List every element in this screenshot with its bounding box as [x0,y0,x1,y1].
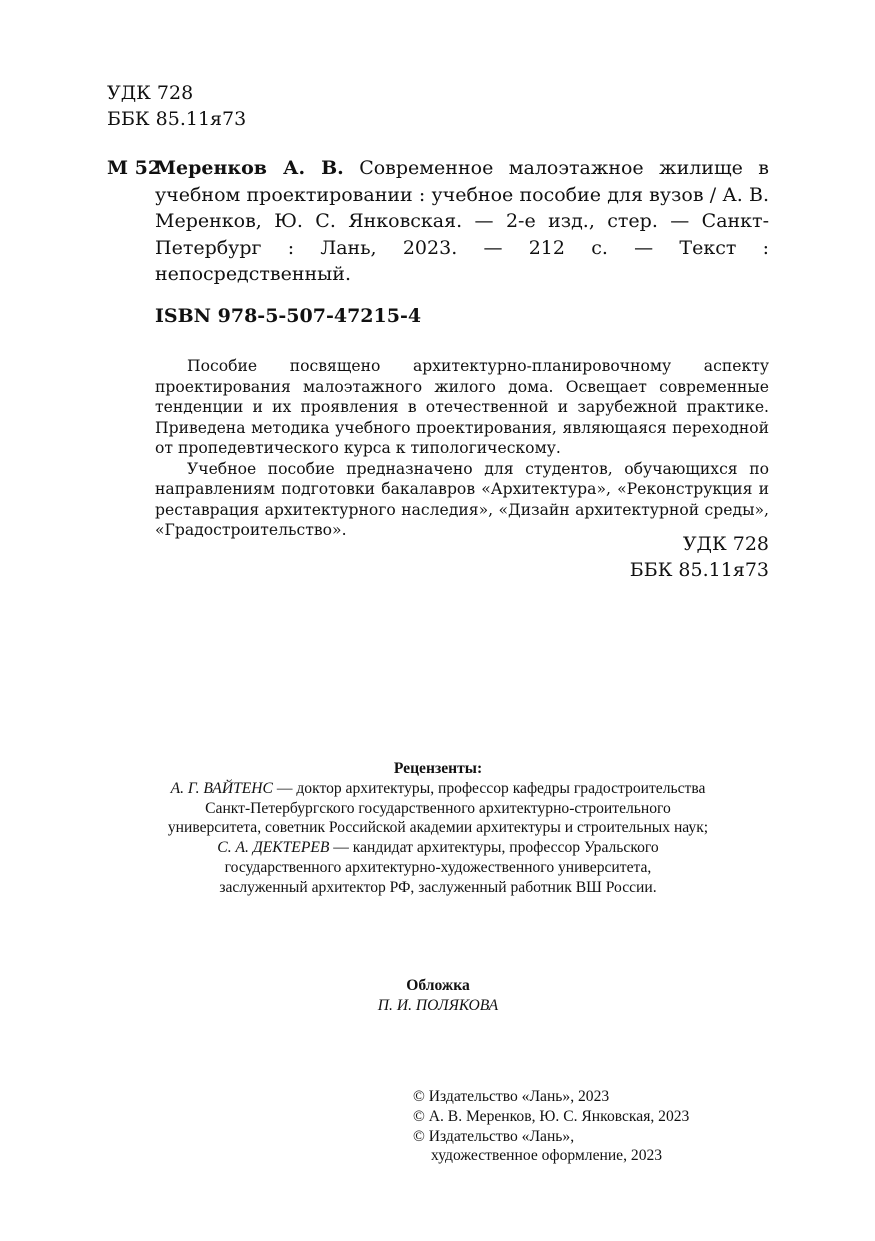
reviewer-2-text: — кандидат архитектуры, профессор Уральского [329,839,659,857]
copyright-line-4: художественное оформление, 2023 [431,1147,663,1165]
author-mark: М 52 [107,157,162,179]
cover-credit [107,976,769,1016]
reviewer-2-name: С. А. ДЕКТЕРЕВ [217,839,330,857]
reviewer-2-line-3: заслуженный архитектор РФ, заслуженный работник ВШ России. [219,878,657,896]
bbk-code-right: ББК 85.11я73 [629,559,769,581]
description-text: Современное малоэтажное жилище в учебном проектировании : учебное пособие для вузов / А. В. Меренков, Ю. С. Янковская. — 2-е изд., стер. — Санкт-Петербург : Лань, 2023. — 212 с. — Текст : непосредственный. [155,157,769,285]
bibliographic-description [155,155,769,288]
udk-code-right: УДК 728 [682,533,769,555]
reviewer-1-line-2: Санкт-Петербургского государственного архитектурно-строительного [205,799,671,817]
reviewer-1-line-1 [107,779,769,799]
reviewer-1-name: А. Г. ВАЙТЕНС [170,779,273,797]
annotation-paragraph-1: Пособие посвящено архитектурно-планировочному аспекту проектирования малоэтажного жилого дома. Освещает современные тенденции и их проявления в отечественной и зарубежной практике. Приведена методика учебного проектирования, являющаяся переходной от пропедевтического курса к типологическому. [155,357,769,457]
cover-title: Обложка [406,977,470,994]
bibliographic-record [107,155,769,288]
bbk-code: ББК 85.11я73 [107,108,247,130]
annotation-paragraph-2: Учебное пособие предназначено для студентов, обучающихся по направлениям подготовки бакалавров «Архитектура», «Реконструкция и реставрация архитектурного наследия», «Дизайн архитектурной среды», «Градостроительство». [155,459,769,539]
reviewer-1-text: — доктор архитектуры, профессор кафедры градостроительства [272,779,706,797]
udk-bbk-footer [630,531,769,583]
reviewers-title: Рецензенты: [393,760,483,777]
isbn: ISBN 978-5-507-47215-4 [155,305,422,327]
copyright-line-1: © Издательство «Лань», 2023 [413,1088,610,1105]
copyright-line-2: © А. В. Меренков, Ю. С. Янковская, 2023 [413,1107,690,1125]
udk-code: УДК 728 [107,82,194,104]
author-name: Меренков А. В. [155,157,344,179]
cover-designer: П. И. ПОЛЯКОВА [377,997,499,1014]
reviewers-block [107,759,769,898]
copyright-line-3: © Издательство «Лань», [413,1127,575,1145]
reviewer-1-line-3: университета, советник Российской академии архитектуры и строительных наук; [167,819,709,837]
udk-bbk-header [107,80,246,132]
reviewer-2-line-2: государственного архитектурно-художественного университета, [224,858,652,876]
annotation [155,356,769,541]
copyright-block [413,1087,689,1166]
reviewer-2-line-1 [107,838,769,858]
